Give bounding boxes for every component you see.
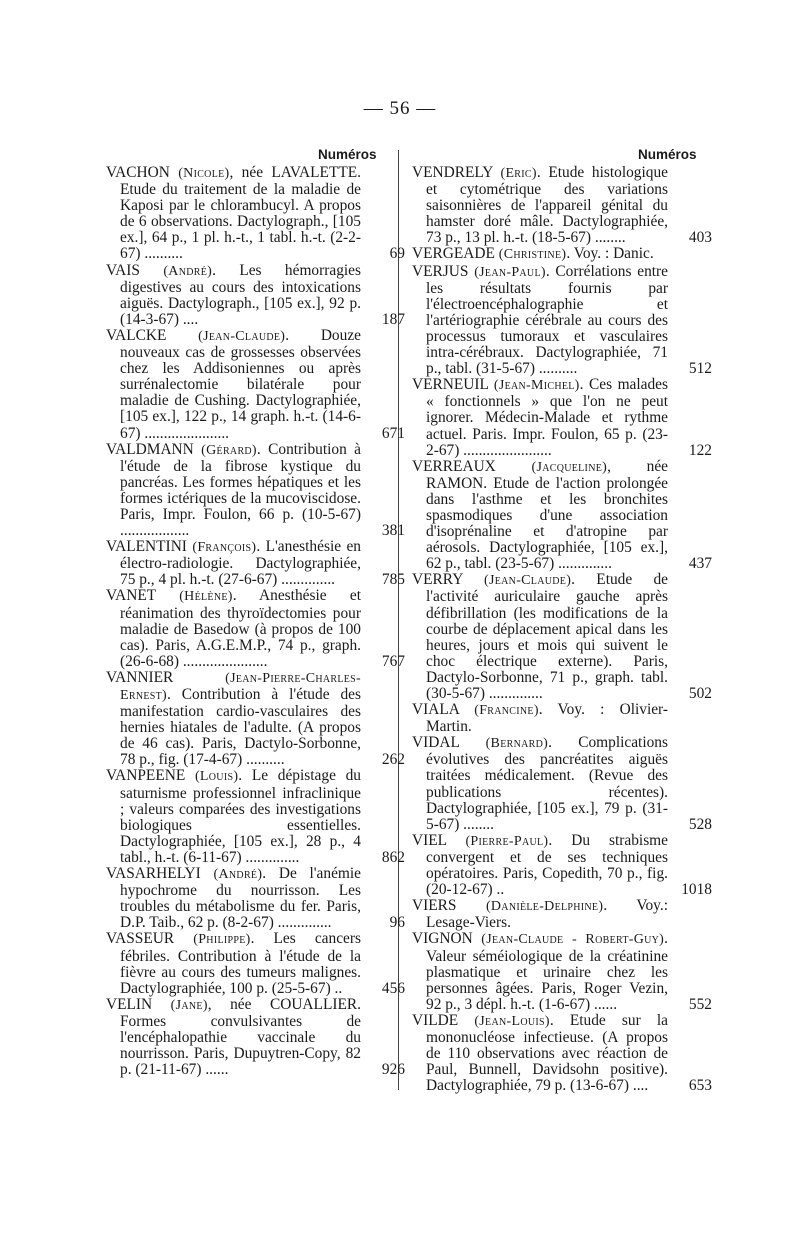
entry-surname: VERNEUIL (412, 376, 489, 394)
entry-surname: VERGEADE (412, 245, 495, 263)
index-entry (412, 734, 712, 833)
index-entry (412, 571, 712, 702)
index-entry (412, 262, 712, 378)
entry-surname: VERJUS (412, 262, 469, 280)
entry-number: 96 (389, 914, 405, 932)
entry-description: . Contribution à l'étude des manifestation cardio-vasculaires des hernies hiatales de l'adulte. (A propos de 46 cas). Paris, Dactylo-Sorbonne, 78 p., fig. (17-4-67) .......... (120, 686, 361, 769)
entry-given-name: (Louis) (194, 769, 239, 785)
entry-number: 1018 (681, 881, 712, 899)
entry-number: 262 (381, 751, 405, 769)
entry-number: 767 (381, 652, 405, 670)
left-column (106, 164, 405, 1079)
entry-description: . Voy. : Danic. (566, 245, 654, 263)
entry-given-name: (Gérard) (201, 442, 257, 458)
column-divider (398, 150, 399, 1090)
index-entry (106, 930, 405, 997)
entry-given-name: (Jean-Claude - Robert-Guy) (481, 932, 665, 948)
entry-number: 552 (688, 995, 712, 1013)
index-entry (106, 440, 405, 540)
entry-number: 862 (381, 848, 405, 866)
entry-given-name: (Philippe) (193, 932, 251, 948)
entry-description: . Etude de l'activité auriculaire gauche après défibrillation (les modifications de la courbe de déplacement apical dans les heures, jours et mois qui suivent le choc électrique externe). Paris, Dactylo-Sorbonne, 71 p., graph. tabl. (30-5-67) .............. (426, 571, 668, 702)
entry-given-name: (François) (192, 540, 257, 556)
entry-number: 69 (389, 245, 405, 263)
index-entry (412, 1011, 712, 1095)
entry-surname: VASARHELYI (106, 865, 201, 883)
entry-given-name: (Jean-Paul) (474, 264, 546, 280)
entry-description: . Complications évolutives des pancréatites aiguës traitées médicalement. (Revue des publications récentes). Dactylographiée, [105 ex.], 79 p. (31-5-67) ........ (426, 734, 668, 833)
index-entry (412, 898, 668, 931)
entry-surname: VENDRELY (412, 164, 493, 181)
entry-given-name: (André) (213, 867, 263, 883)
entry-surname: VANNIER (106, 668, 174, 686)
entry-given-name: (Nicole) (178, 166, 230, 181)
index-entry (106, 587, 405, 670)
page-number: — 56 — (363, 98, 437, 119)
entry-number: 456 (381, 979, 405, 997)
entry-given-name: (Christine) (498, 247, 567, 263)
entry-number: 528 (688, 815, 712, 833)
entry-given-name: (Hélène) (179, 589, 233, 605)
index-entry (412, 246, 668, 263)
entry-surname: VACHON (106, 164, 170, 181)
index-entry (106, 326, 405, 442)
entry-surname: VIGNON (412, 930, 473, 948)
entry-given-name: (Jean-Claude) (198, 328, 286, 344)
entry-number: 403 (688, 229, 712, 247)
entry-surname: VAIS (106, 261, 140, 279)
entry-description: . Du strabisme convergent et de ses techniques opératoires. Paris, Copedith, 70 p., fig. (20-12-67) .. (426, 831, 668, 899)
entry-surname: VALDMANN (106, 440, 194, 458)
entry-description: , née RAMON. Etude de l'action prolongée dans l'asthme et les bronchites spasmodiques d'une association d'isoprénaline et d'atropine par aérosols. Dactylographiée, [105 ex.], 62 p., tabl. (23-5-67) .............. (426, 457, 668, 573)
entry-surname: VIDAL (412, 734, 460, 752)
entry-description: . Corrélations entre les résultats fournis par l'électroencéphalographie et l'artériographie cérébrale au cours des processus tumoraux et vasculaires intra-cérébraux. Dactylographiée, 71 p., tabl. (31-5-67) .......... (426, 262, 668, 378)
entry-surname: VILDE (412, 1011, 459, 1029)
entry-description: . L'anesthésie en électro-radiologie. Dactylographiée, 75 p., 4 pl. h.-t. (27-6-67) .............. (120, 538, 361, 589)
entry-number: 926 (381, 1061, 405, 1079)
entry-description: . Les hémorragies digestives au cours des intoxications aiguës. Dactylograph., [105 ex.], 92 p. (14-3-67) .... (120, 261, 361, 328)
entry-description: , née LAVALETTE. Etude du traitement de la maladie de Kaposi par le chlorambucyl. A propos de 6 observations. Dactylograph., [105 ex.], 64 p., 1 pl. h.-t., 1 tabl. h.-t. (2-2-67) .......... (120, 164, 361, 263)
entry-given-name: (Jean-Louis) (474, 1013, 550, 1029)
index-entry (106, 668, 405, 769)
index-entry (106, 538, 405, 589)
entry-description: . Voy. : Olivier-Martin. (426, 701, 668, 736)
entry-number: 512 (688, 360, 712, 378)
entry-given-name: (Bernard) (485, 736, 549, 752)
entry-given-name: (Jean-Pierre-Charles-Ernest) (120, 670, 361, 703)
entry-description: . Ces malades « fonctionnels » que l'on ne peut ignorer. Médecin-Malade et rythme actuel. Paris. Impr. Foulon, 65 p. (23-2-67) ....................... (426, 376, 668, 459)
entry-surname: VASSEUR (106, 930, 175, 948)
entry-given-name: (Jane) (170, 997, 208, 1013)
entry-description: , née COUALLIER. Formes convulsivantes de l'encéphalopathie vaccinale du nourrisson. Paris, Dupuytren-Copy, 82 p. (21-11-67) ...... (120, 995, 361, 1079)
entry-surname: VELIN (106, 995, 153, 1013)
entry-given-name: (Jean-Claude) (484, 573, 572, 589)
index-entry (106, 164, 405, 263)
entry-number: 502 (688, 685, 712, 702)
index-entry (412, 457, 712, 573)
index-entry (412, 702, 668, 735)
entry-description: . Anesthésie et réanimation des thyroïdectomies pour maladie de Basedow (à propos de 100 cas). Paris, A.G.E.M.P., 74 p., graph. (26-6-68) ...................... (120, 587, 361, 670)
column-header-left: Numéros (318, 147, 377, 162)
index-entry (412, 831, 712, 899)
entry-surname: VERRY (412, 571, 463, 589)
entry-number: 437 (688, 555, 712, 573)
entry-description: . Douze nouveaux cas de grossesses observées chez les Addisoniennes ou après surrénalectomie bilatérale pour maladie de Cushing. Dactylographiée, [105 ex.], 122 p., 14 graph. h.-t. (14-6-67) ...................... (120, 326, 361, 442)
right-column (412, 164, 712, 1095)
entry-given-name: (Jean-Michel) (493, 378, 580, 394)
entry-surname: VALENTINI (106, 538, 187, 556)
entry-description: . Voy.: Lesage-Viers. (426, 897, 668, 932)
index-entry (106, 995, 405, 1079)
entry-given-name: (Eric) (500, 166, 537, 181)
entry-description: . Etude histologique et cytométrique des variations saisonnières de l'appareil génital du hamster doré mâle. Dactylographiée, 73 p., 13 pl. h.-t. (18-5-67) ........ (426, 164, 668, 247)
entry-given-name: (André) (163, 263, 213, 279)
entry-surname: VALCKE (106, 326, 167, 344)
entry-surname: VIEL (412, 831, 447, 849)
index-entry (106, 865, 405, 932)
entry-description: . Le dépistage du saturnisme professionnel infraclinique ; valeurs comparées des investigations biologiques essentielles. Dactylographiée, [105 ex.], 28 p., 4 tabl., h.-t. (6-11-67) .............. (120, 767, 361, 866)
column-header-right: Numéros (638, 147, 697, 162)
index-entry (412, 376, 712, 459)
index-entry (106, 767, 405, 866)
index-entry (106, 261, 405, 328)
entry-description: . Valeur séméiologique de la créatinine plasmatique et urinaire chez les personnes âgées. Paris, Roger Vezin, 92 p., 3 dépl. h.-t. (1-6-67) ...... (426, 930, 668, 1013)
entry-surname: VANPEENE (106, 767, 186, 785)
entry-surname: VIERS (412, 897, 457, 915)
entry-description: . Les cancers fébriles. Contribution à l'étude de la fièvre au cours des tumeurs malignes. Dactylographiée, 100 p. (25-5-67) .. (120, 930, 361, 997)
entry-surname: VANET (106, 587, 156, 605)
entry-description: . De l'anémie hypochrome du nourrisson. Les troubles du métabolisme du fer. Paris, D.P. Taib., 62 p. (8-2-67) .............. (120, 865, 361, 932)
entry-surname: VERREAUX (412, 457, 496, 475)
index-entry (412, 164, 712, 247)
entry-description: . Contribution à l'étude de la fibrose kystique du pancréas. Les formes hépatiques et les formes ictériques de la mucoviscidose. Paris, Impr. Foulon, 66 p. (10-5-67) .................. (120, 440, 361, 540)
entry-given-name: (Danièle-Delphine) (485, 899, 604, 915)
entry-number: 187 (381, 310, 405, 328)
entry-given-name: (Francine) (474, 703, 539, 719)
entry-number: 122 (688, 441, 712, 459)
index-entry (412, 930, 712, 1013)
entry-surname: VIALA (412, 701, 460, 719)
entry-given-name: (Pierre-Paul) (465, 833, 549, 849)
entry-given-name: (Jacqueline) (531, 459, 608, 475)
entry-description: . Etude sur la mononucléose infectieuse. (A propos de 110 observations avec réaction de Paul, Bunnell, Davidsohn positive). Dactylographiée, 79 p. (13-6-67) .... (426, 1011, 668, 1095)
entry-number: 381 (381, 522, 405, 540)
entry-number: 653 (688, 1077, 712, 1095)
entry-number: 785 (381, 571, 405, 589)
entry-number: 671 (381, 424, 405, 442)
